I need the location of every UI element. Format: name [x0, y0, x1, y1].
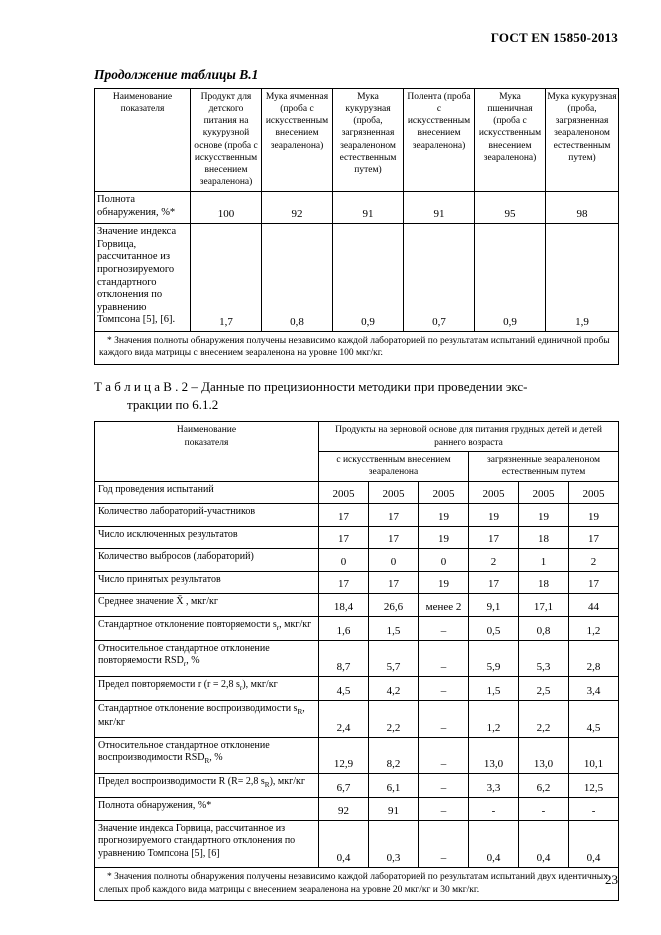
- cell-value: 4,2: [369, 677, 419, 701]
- cell-value: 2,5: [519, 677, 569, 701]
- cell-value: 4,5: [319, 677, 369, 701]
- column-header-name: [95, 422, 319, 481]
- row-label: Значение индекса Горвица, рассчитанное из прогнозируемого стандартного отклонения по уравнению Томпсона [5], [6].: [95, 224, 191, 332]
- cell-value: 91: [404, 192, 475, 224]
- cell-value: 17: [319, 526, 369, 549]
- cell-value: 17: [319, 504, 369, 527]
- cell-value: 0: [369, 549, 419, 572]
- cell-value: 92: [319, 798, 369, 821]
- column-header: Мука кукурузная (проба, загрязненная зеараленоном естественным путем): [546, 89, 619, 192]
- cell-value: 1,5: [469, 677, 519, 701]
- column-header: Мука кукурузная (проба, загрязненная зеараленоном естественным путем): [333, 89, 404, 192]
- page-number: 23: [605, 872, 618, 887]
- cell-value: 1,7: [191, 224, 262, 332]
- subgroup-header-natural: загрязненные зеараленоном естественным путем: [469, 452, 619, 482]
- cell-value: –: [419, 640, 469, 677]
- cell-value: 2,2: [369, 701, 419, 738]
- cell-value: 91: [333, 192, 404, 224]
- cell-value: 12,9: [319, 737, 369, 774]
- cell-value: 19: [569, 504, 619, 527]
- cell-value: 2005: [469, 481, 519, 504]
- cell-value: 1,9: [546, 224, 619, 332]
- cell-value: 12,5: [569, 774, 619, 798]
- cell-value: 13,0: [519, 737, 569, 774]
- cell-value: 0,9: [333, 224, 404, 332]
- cell-value: –: [419, 701, 469, 738]
- cell-value: 100: [191, 192, 262, 224]
- column-header-name-line1: Наименование: [176, 425, 237, 436]
- cell-value: 0,4: [519, 820, 569, 868]
- cell-value: 17: [469, 571, 519, 594]
- row-label: Количество выбросов (лабораторий): [95, 549, 319, 572]
- cell-value: 1: [519, 549, 569, 572]
- page-content: [94, 0, 618, 901]
- cell-value: 0,4: [319, 820, 369, 868]
- cell-value: 10,1: [569, 737, 619, 774]
- cell-value: 2005: [569, 481, 619, 504]
- table-b2-title-line2: тракции по 6.1.2: [127, 397, 219, 413]
- cell-value: 0,5: [469, 616, 519, 640]
- row-label: Значение индекса Горвица, рассчитанное из прогнозируемого стандартного отклонения по уравнению Томпсона [5], [6]: [95, 820, 319, 868]
- row-label: Полнота обнаружения, %*: [95, 798, 319, 821]
- cell-value: 1,5: [369, 616, 419, 640]
- row-label: Число принятых результатов: [95, 571, 319, 594]
- table-row: [95, 677, 619, 701]
- row-label: Число исключенных результатов: [95, 526, 319, 549]
- table-b1-footnote-row: [95, 331, 619, 364]
- cell-value: 18: [519, 571, 569, 594]
- cell-value: 2,8: [569, 640, 619, 677]
- cell-value: -: [519, 798, 569, 821]
- row-label: Стандартное отклонение воспроизводимости $s_R$, мкг/кг: [95, 701, 319, 738]
- cell-value: 17: [369, 526, 419, 549]
- cell-value: 92: [262, 192, 333, 224]
- document-code: ГОСТ EN 15850-2013: [490, 30, 618, 45]
- cell-value: 19: [419, 504, 469, 527]
- table-row: [95, 504, 619, 527]
- row-label: Количество лабораторий-участников: [95, 504, 319, 527]
- cell-value: 2005: [369, 481, 419, 504]
- row-label: Предел повторяемости r (r = 2,8 $s_r$), мкг/кг: [95, 677, 319, 701]
- table-row: [95, 737, 619, 774]
- table-b1: [94, 88, 619, 365]
- cell-value: 4,5: [569, 701, 619, 738]
- cell-value: 0,9: [475, 224, 546, 332]
- cell-value: 6,1: [369, 774, 419, 798]
- table-row: [95, 798, 619, 821]
- cell-value: –: [419, 677, 469, 701]
- table-b2-title-line1: Т а б л и ц а В . 2 – Данные по прецизионности методики при проведении экс-: [94, 378, 528, 394]
- cell-value: 5,3: [519, 640, 569, 677]
- cell-value: 2: [569, 549, 619, 572]
- cell-value: 18: [519, 526, 569, 549]
- cell-value: менее 2: [419, 594, 469, 617]
- cell-value: 17: [369, 571, 419, 594]
- table-row: [95, 571, 619, 594]
- cell-value: 8,7: [319, 640, 369, 677]
- cell-value: 0,8: [519, 616, 569, 640]
- row-label: Относительное стандартное отклонение воспроизводимости $RSD_R$, %: [95, 737, 319, 774]
- cell-value: 5,9: [469, 640, 519, 677]
- cell-value: 91: [369, 798, 419, 821]
- cell-value: –: [419, 737, 469, 774]
- group-header: Продукты на зерновой основе для питания грудных детей и детей раннего возраста: [319, 422, 619, 452]
- cell-value: 19: [469, 504, 519, 527]
- cell-value: –: [419, 820, 469, 868]
- cell-value: 1,2: [569, 616, 619, 640]
- cell-value: 0,7: [404, 224, 475, 332]
- table-row: [95, 640, 619, 677]
- column-header: Мука ячменная (проба с искусственным внесением зеараленона): [262, 89, 333, 192]
- table-row: [95, 616, 619, 640]
- table-b1-caption: Продолжение таблицы В.1: [94, 67, 259, 82]
- cell-value: 19: [519, 504, 569, 527]
- cell-value: 13,0: [469, 737, 519, 774]
- table-row: [95, 701, 619, 738]
- cell-value: 6,7: [319, 774, 369, 798]
- cell-value: –: [419, 798, 469, 821]
- cell-value: 0,8: [262, 224, 333, 332]
- cell-value: 2,2: [519, 701, 569, 738]
- table-b2-footnote: * Значения полноты обнаружения получены независимо каждой лабораторией по результатам испытаний двух идентичных слепых проб каждого вида матрицы с внесением зеараленона на уровне 20 мкг/кг и 30 мкг/кг.: [95, 868, 619, 901]
- table-b2-header-row1: [95, 422, 619, 452]
- row-label: Стандартное отклонение повторяемости $s_r$, мкг/кг: [95, 616, 319, 640]
- cell-value: 0: [419, 549, 469, 572]
- table-row: [95, 224, 619, 332]
- subgroup-header-spiked: с искусственным внесением зеараленона: [319, 452, 469, 482]
- cell-value: 98: [546, 192, 619, 224]
- column-header: Мука пшеничная (проба с искусственным внесением зеараленона): [475, 89, 546, 192]
- table-row: [95, 481, 619, 504]
- cell-value: 9,1: [469, 594, 519, 617]
- cell-value: 8,2: [369, 737, 419, 774]
- cell-value: 19: [419, 571, 469, 594]
- table-row: [95, 549, 619, 572]
- cell-value: 3,3: [469, 774, 519, 798]
- cell-value: -: [469, 798, 519, 821]
- cell-value: 17: [569, 526, 619, 549]
- cell-value: 1,6: [319, 616, 369, 640]
- table-row: [95, 192, 619, 224]
- table-b2-footnote-row: [95, 868, 619, 901]
- cell-value: 0,4: [469, 820, 519, 868]
- table-row: [95, 594, 619, 617]
- column-header-name-line2: показателя: [184, 437, 229, 448]
- table-b1-header-row: [95, 89, 619, 192]
- row-label: Год проведения испытаний: [95, 481, 319, 504]
- cell-value: –: [419, 774, 469, 798]
- cell-value: 19: [419, 526, 469, 549]
- cell-value: 2005: [519, 481, 569, 504]
- table-b2: [94, 421, 619, 901]
- cell-value: 17: [369, 504, 419, 527]
- table-row: [95, 820, 619, 868]
- row-label: Предел воспроизводимости R (R= 2,8 $s_R$), мкг/кг: [95, 774, 319, 798]
- cell-value: 2: [469, 549, 519, 572]
- cell-value: 18,4: [319, 594, 369, 617]
- row-label: Среднее значение X̄ , мкг/кг: [95, 594, 319, 617]
- cell-value: 26,6: [369, 594, 419, 617]
- row-label: Полнота обнаружения, %*: [95, 192, 191, 224]
- cell-value: 5,7: [369, 640, 419, 677]
- row-label: Относительное стандартное отклонение повторяемости $RSD_r$, %: [95, 640, 319, 677]
- cell-value: 0,3: [369, 820, 419, 868]
- column-header-name-line1: Наименование: [112, 92, 173, 102]
- cell-value: 17: [319, 571, 369, 594]
- cell-value: -: [569, 798, 619, 821]
- cell-value: 3,4: [569, 677, 619, 701]
- column-header: Полента (проба с искусственным внесением зеараленона): [404, 89, 475, 192]
- cell-value: –: [419, 616, 469, 640]
- cell-value: 0,4: [569, 820, 619, 868]
- table-b2-title: [94, 378, 618, 416]
- table-row: [95, 526, 619, 549]
- cell-value: 2005: [319, 481, 369, 504]
- column-header-name: [95, 89, 191, 192]
- cell-value: 17: [569, 571, 619, 594]
- cell-value: 95: [475, 192, 546, 224]
- cell-value: 17: [469, 526, 519, 549]
- cell-value: 44: [569, 594, 619, 617]
- column-header: Продукт для детского питания на кукурузной основе (проба с искусственным внесением зеараленона): [191, 89, 262, 192]
- cell-value: 0: [319, 549, 369, 572]
- cell-value: 6,2: [519, 774, 569, 798]
- cell-value: 1,2: [469, 701, 519, 738]
- cell-value: 2,4: [319, 701, 369, 738]
- table-b1-footnote: * Значения полноты обнаружения получены независимо каждой лабораторией по результатам испытаний единичной пробы каждого вида матрицы с внесением зеараленона на уровне 100 мкг/кг.: [95, 331, 619, 364]
- column-header-name-line2: показателя: [120, 104, 165, 115]
- cell-value: 17,1: [519, 594, 569, 617]
- table-row: [95, 774, 619, 798]
- cell-value: 2005: [419, 481, 469, 504]
